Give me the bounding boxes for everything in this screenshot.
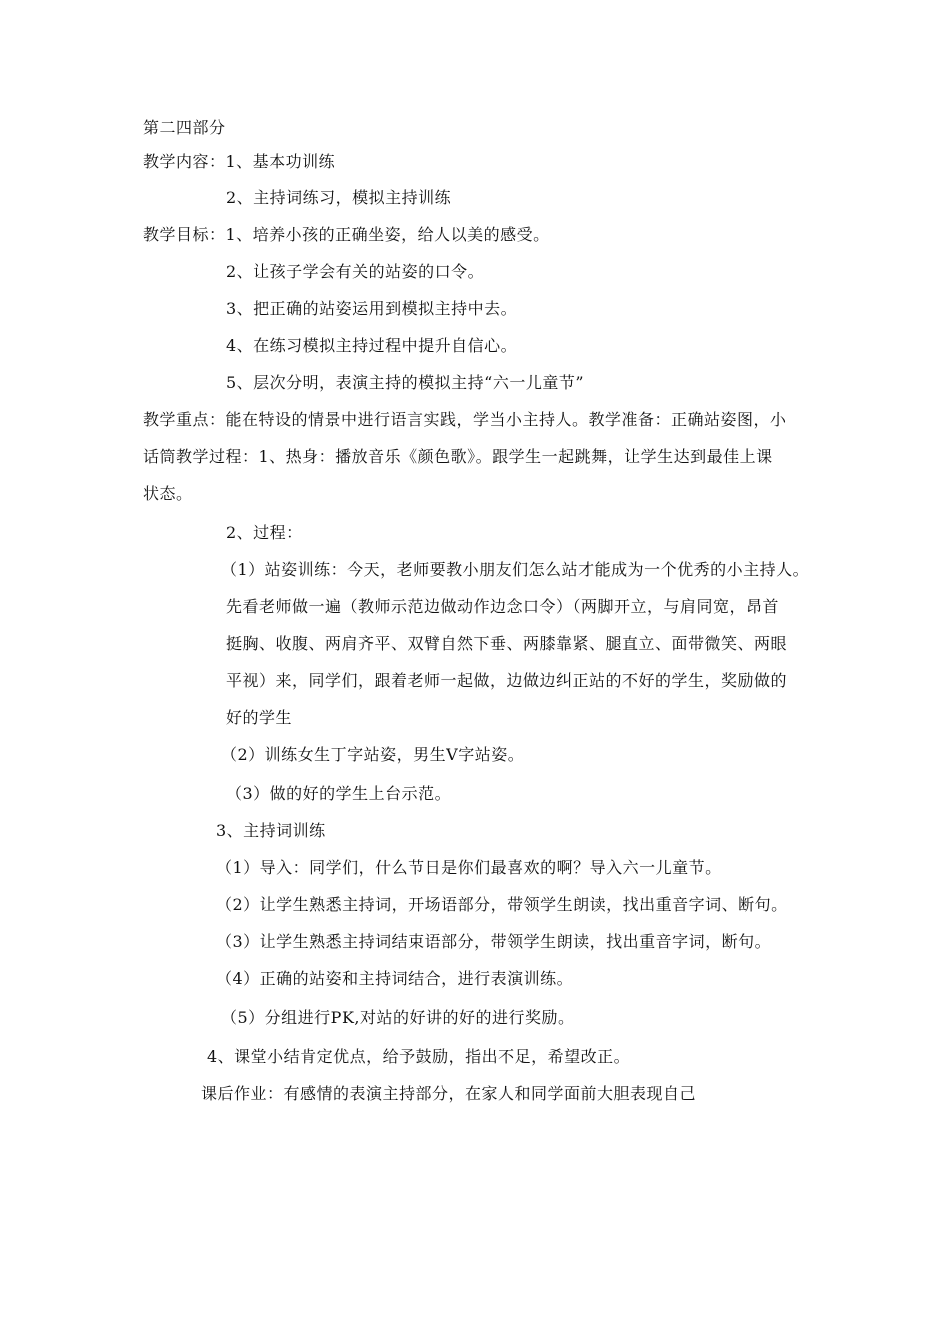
teaching-goal-item-3: 3、把正确的站姿运用到模拟主持中去。	[226, 299, 518, 318]
host-training-item-4: （4）正确的站姿和主持词结合，进行表演训练。	[216, 969, 574, 988]
host-training-item-5: （5）分组进行PK,对站的好讲的好的进行奖励。	[221, 1008, 575, 1027]
standing-training-paragraph-cont: 先看老师做一遍（教师示范边做动作边念口令）（两脚开立，与肩同宽，昂首	[226, 597, 780, 616]
teaching-content-line: 教学内容：1、基本功训练	[143, 152, 336, 171]
section-heading: 第二四部分	[143, 118, 226, 137]
teaching-goal-item-2: 2、让孩子学会有关的站姿的口令。	[226, 262, 485, 281]
standing-training-paragraph-cont: 平视）来，同学们，跟着老师一起做，边做边纠正站的不好的学生，奖励做的	[226, 671, 788, 690]
standing-training-item-3: （3）做的好的学生上台示范。	[226, 784, 452, 803]
teaching-process-line-cont: 状态。	[143, 484, 193, 503]
teaching-goal-item-5: 5、层次分明，表演主持的模拟主持“六一儿童节”	[226, 373, 585, 392]
host-training-item-1: （1）导入：同学们，什么节日是你们最喜欢的啊？导入六一儿童节。	[216, 858, 722, 877]
homework-line: 课后作业：有感情的表演主持部分，在家人和同学面前大胆表现自己	[201, 1084, 697, 1103]
host-training-item-2: （2）让学生熟悉主持词，开场语部分，带领学生朗读，找出重音字词、断句。	[216, 895, 788, 914]
teaching-goal-item-4: 4、在练习模拟主持过程中提升自信心。	[226, 336, 518, 355]
teaching-focus-line: 教学重点：能在特设的情景中进行语言实践，学当小主持人。教学准备：正确站姿图，小	[143, 410, 787, 429]
process-step-4: 4、课堂小结肯定优点，给予鼓励，指出不足，希望改正。	[207, 1047, 631, 1066]
teaching-content-item-2: 2、主持词练习，模拟主持训练	[226, 188, 452, 207]
standing-training-paragraph-cont: 挺胸、收腹、两肩齐平、双臂自然下垂、两膝靠紧、腿直立、面带微笑、两眼	[226, 634, 788, 653]
standing-training-paragraph-cont: 好的学生	[226, 708, 293, 727]
teaching-goal-line: 教学目标：1、培养小孩的正确坐姿，给人以美的感受。	[143, 225, 550, 244]
host-training-item-3: （3）让学生熟悉主持词结束语部分，带领学生朗读，找出重音字词，断句。	[216, 932, 772, 951]
teaching-process-line: 话筒教学过程：1、热身：播放音乐《颜色歌》。跟学生一起跳舞，让学生达到最佳上课	[143, 447, 773, 466]
process-step-3: 3、主持词训练	[216, 821, 326, 840]
process-step-2: 2、过程：	[226, 523, 303, 542]
standing-training-paragraph: （1）站姿训练：今天，老师要教小朋友们怎么站才能成为一个优秀的小主持人。	[221, 560, 810, 579]
standing-training-item-2: （2）训练女生丁字站姿，男生V字站姿。	[221, 745, 525, 764]
